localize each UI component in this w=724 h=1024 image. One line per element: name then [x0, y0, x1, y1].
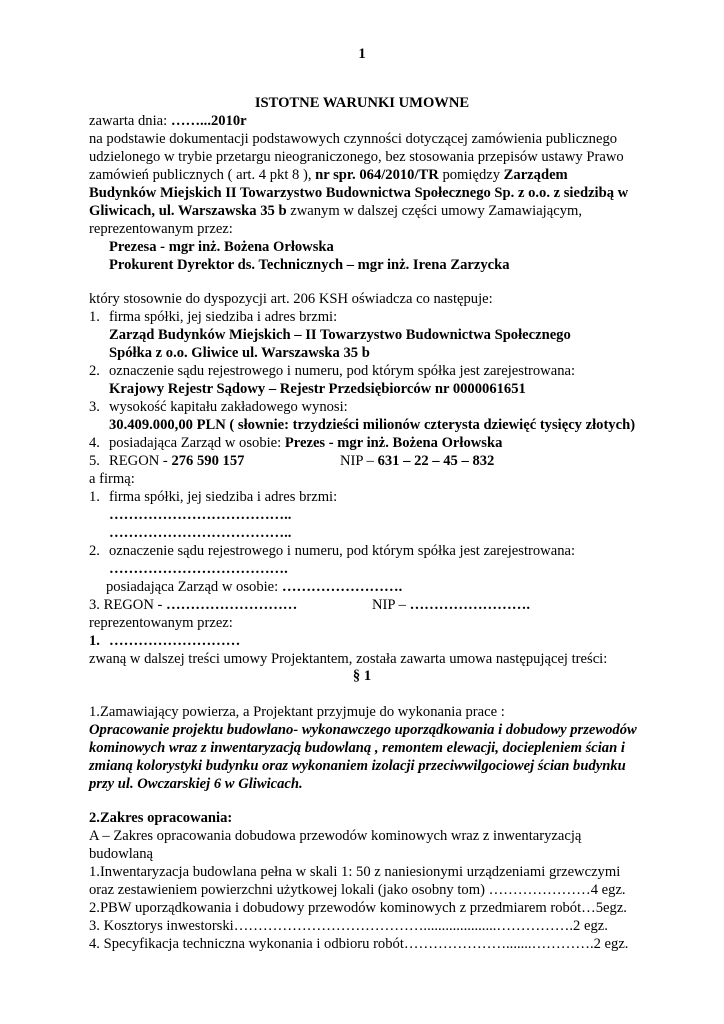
intro-line-2: na podstawie dokumentacji podstawowych czynności dotyczącej zamówienia publicznego	[89, 131, 618, 147]
representative-president: Prezesa - mgr inż. Bożena Orłowska	[109, 239, 334, 255]
scope-line-3: zmianą kolorystyki budynku oraz wykonaniem izolacji przeciwwilgociowej ścian budynku	[89, 758, 626, 774]
firm-blank-1: ………………………………..	[109, 507, 292, 523]
regon-blank: ………………………	[166, 597, 298, 613]
item-number: 3.	[89, 399, 100, 415]
item-number: 5.	[89, 453, 100, 469]
item-text: oznaczenie sądu rejestrowego i numeru, pod którym spółka jest zarejestrowana:	[109, 363, 576, 379]
firm-item-2	[89, 542, 575, 560]
section-1-para-1: 1.Zamawiający powierza, a Projektant przyjmuje do wykonania prace :	[89, 704, 505, 720]
deliverable-line-4: 3. Kosztorys inwestorski…………………………………....................…………….2 egz.	[89, 918, 608, 934]
item-text: wysokość kapitału zakładowego wynosi:	[109, 399, 348, 415]
party-name-line: Budynków Miejskich II Towarzystwo Budownictwa Społecznego Sp. z o.o. z siedzibą w	[89, 185, 629, 201]
regon-label: REGON -	[109, 453, 172, 469]
board-blank: …………………….	[281, 579, 403, 595]
intro-line-4	[89, 166, 568, 184]
item-number: 1.	[89, 633, 100, 649]
party-name: Zarządem	[503, 167, 568, 183]
item-text: posiadająca Zarząd w osobie:	[109, 435, 285, 451]
represented-by-label: reprezentowanym przez:	[89, 221, 233, 237]
share-capital: 30.409.000,00 PLN ( słownie: trzydzieści milionów czterysta dziewięć tysięcy złotych)	[109, 417, 636, 433]
item-text: firma spółki, jej siedziba i adres brzmi:	[109, 309, 338, 325]
scope-a-line-1: A – Zakres opracowania dobudowa przewodów kominowych wraz z inwentaryzacją	[89, 828, 582, 844]
representative-blank: ………………………	[109, 633, 241, 649]
board-label: posiadająca Zarząd w osobie:	[106, 579, 282, 595]
ksh-item-3	[89, 398, 348, 416]
court-register: Krajowy Rejestr Sądowy – Rejestr Przedsiębiorców nr 0000061651	[109, 381, 526, 397]
firm-board-line	[106, 578, 402, 596]
board-member: Prezes - mgr inż. Bożena Orłowska	[284, 435, 503, 451]
firm-regon-line	[89, 596, 530, 614]
date-value: ……...2010r	[170, 113, 247, 129]
item-number: 1.	[89, 309, 100, 325]
firm-representative-1	[89, 632, 240, 650]
deliverable-line-1: 1.Inwentaryzacja budowlana pełna w skali 1: 50 z naniesionymi urządzeniami grzewczymi	[89, 864, 621, 880]
ksh-item-4	[89, 434, 502, 452]
company-name-2: Spółka z o.o. Gliwice ul. Warszawska 35 b	[109, 345, 370, 361]
party-address: Gliwicach, ul. Warszawska 35 b	[89, 203, 287, 219]
firm-blank-3: ……………………………….	[109, 561, 288, 577]
nip-group	[372, 596, 530, 614]
ksh-item-2	[89, 362, 575, 380]
nip-value: 631 – 22 – 45 – 832	[377, 453, 495, 469]
ksh-statement: który stosownie do dyspozycji art. 206 KSH oświadcza co następuje:	[89, 291, 493, 307]
item-number: 4.	[89, 435, 100, 451]
item-number: 2.	[89, 543, 100, 559]
item-text: oznaczenie sądu rejestrowego i numeru, pod którym spółka jest zarejestrowana:	[109, 543, 576, 559]
intro-text: zwanym w dalszej części umowy Zamawiającym,	[286, 203, 582, 219]
scope-a-line-2: budowlaną	[89, 846, 154, 862]
document-title: ISTOTNE WARUNKI UMOWNE	[254, 95, 470, 111]
nip-group	[340, 452, 494, 470]
item-text: firma spółki, jej siedziba i adres brzmi:	[109, 489, 338, 505]
ksh-item-1	[89, 308, 337, 326]
deliverable-line-2: oraz zestawieniem powierzchni użytkowej lokali (jako osobny tom) …………………4 egz.	[89, 882, 626, 898]
firm-represented-by: reprezentowanym przez:	[89, 615, 233, 631]
representative-proxy: Prokurent Dyrektor ds. Technicznych – mgr inż. Irena Zarzycka	[109, 257, 510, 273]
company-name-1: Zarząd Budynków Miejskich – II Towarzystwo Budownictwa Społecznego	[109, 327, 571, 343]
party-address-line	[89, 202, 582, 220]
scope-line-1: Opracowanie projektu budowlano- wykonawczego uporządkowania i dobudowy przewodów	[89, 722, 637, 738]
nip-label: NIP –	[340, 453, 378, 469]
item-number: 1.	[89, 489, 100, 505]
deliverable-line-3: 2.PBW uporządkowania i dobudowy przewodów kominowych z przedmiarem robót…5egz.	[89, 900, 627, 916]
regon-value: 276 590 157	[171, 453, 245, 469]
nip-label: NIP –	[372, 597, 410, 613]
case-number: nr spr. 064/2010/TR	[315, 167, 439, 183]
firm-item-1	[89, 488, 337, 506]
intro-text: zamówień publicznych ( art. 4 pkt 8 ),	[89, 167, 316, 183]
scope-line-2: kominowych wraz z inwentaryzacją budowlaną , remontem elewacji, dociepleniem ścian i	[89, 740, 625, 756]
contract-date-line	[89, 112, 247, 130]
intro-line-3: udzielonego w trybie przetargu nieograniczonego, bez stosowania przepisów ustawy Prawo	[89, 149, 624, 165]
section-1-heading: § 1	[352, 668, 372, 684]
firm-blank-2: ………………………………..	[109, 525, 292, 541]
regon-label: 3. REGON -	[89, 597, 167, 613]
scope-heading: 2.Zakres opracowania:	[89, 810, 233, 826]
deliverable-line-5: 4. Specyfikacja techniczna wykonania i odbioru robót………………….......………….2 egz.	[89, 936, 629, 952]
scope-line-4: przy ul. Owczarskiej 6 w Gliwicach.	[89, 776, 303, 792]
date-label: zawarta dnia:	[89, 113, 171, 129]
firm-label: a firmą:	[89, 471, 135, 487]
ksh-item-5	[89, 452, 495, 470]
page-number: 1	[358, 46, 366, 62]
item-number: 2.	[89, 363, 100, 379]
firm-closing: zwaną w dalszej treści umowy Projektantem, została zawarta umowa następującej treści:	[89, 651, 608, 667]
intro-text: pomiędzy	[438, 167, 504, 183]
nip-blank: …………………….	[409, 597, 530, 613]
